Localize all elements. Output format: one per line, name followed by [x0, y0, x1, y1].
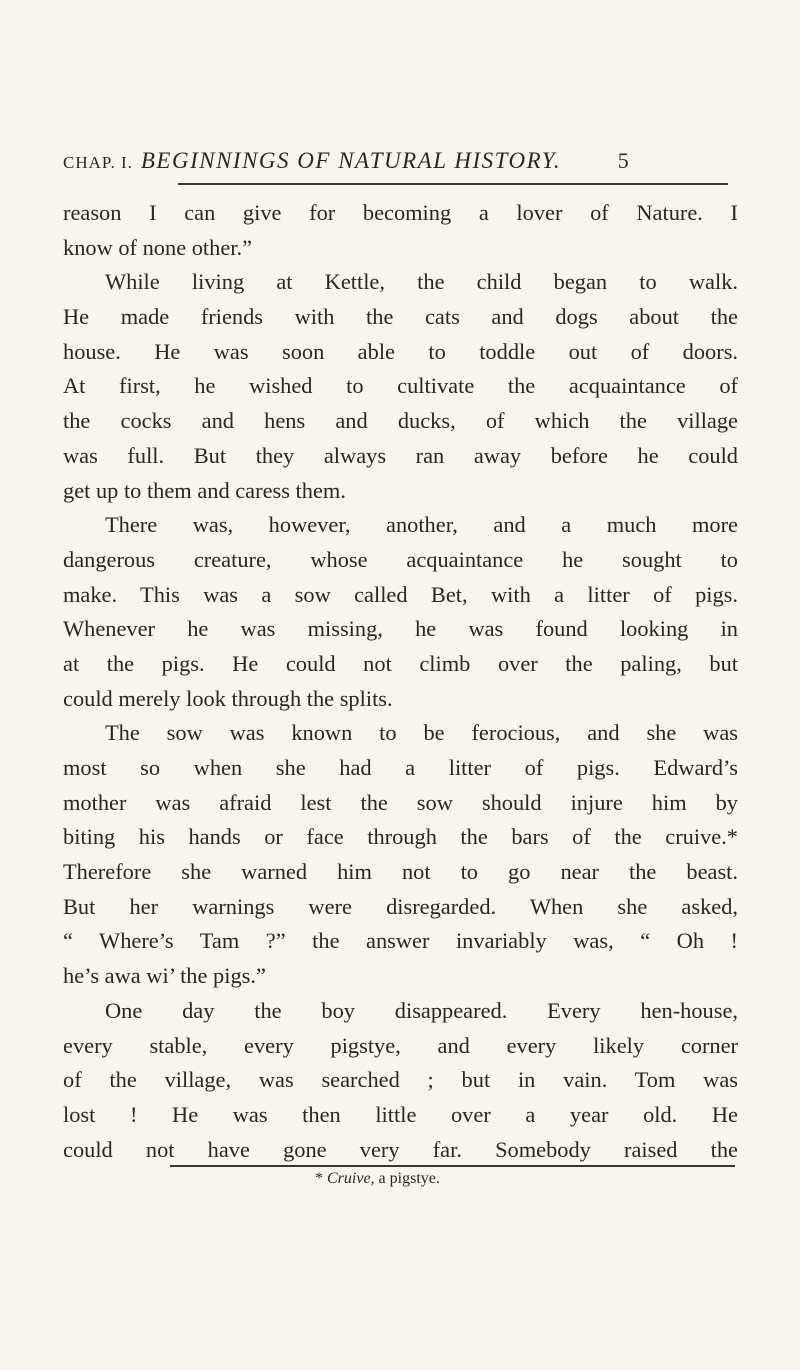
text-line: dangerous creature, whose acquaintance he sought to: [63, 546, 738, 572]
text-line: he’s awa wi’ the pigs.”: [63, 963, 266, 989]
footnote-definition: a pigstye.: [378, 1170, 440, 1187]
text-line: Whenever he was missing, he was found looking in: [63, 616, 738, 642]
text-line: The sow was known to be ferocious, and she was: [105, 720, 738, 746]
header-rule: [178, 183, 728, 185]
chapter-label: CHAP. I.: [63, 153, 133, 172]
text-line: know of none other.”: [63, 234, 253, 260]
text-line: every stable, every pigstye, and every likely corner: [63, 1032, 738, 1058]
body-text: [63, 196, 738, 1167]
text-line: One day the boy disappeared. Every hen-house,: [105, 997, 738, 1023]
text-line: mother was afraid lest the sow should injure him by: [63, 789, 738, 815]
text-line: At first, he wished to cultivate the acquaintance of: [63, 373, 738, 399]
text-line: But her warnings were disregarded. When she asked,: [63, 893, 738, 919]
text-line: Therefore she warned him not to go near the beast.: [63, 859, 738, 885]
text-line: biting his hands or face through the bars of the cruive.*: [63, 824, 738, 850]
footnote-marker: *: [315, 1170, 323, 1187]
text-line: the cocks and hens and ducks, of which the village: [63, 408, 738, 434]
text-line: was full. But they always ran away before he could: [63, 442, 738, 468]
text-line: While living at Kettle, the child began to walk.: [105, 269, 738, 295]
text-line: could merely look through the splits.: [63, 685, 393, 711]
text-line: could not have gone very far. Somebody raised the: [63, 1136, 738, 1162]
text-line: house. He was soon able to toddle out of doors.: [63, 338, 738, 364]
text-line: lost ! He was then little over a year old. He: [63, 1101, 738, 1127]
text-line: reason I can give for becoming a lover of Nature. I: [63, 200, 738, 225]
footnote-term: Cruive,: [327, 1170, 375, 1187]
text-line: make. This was a sow called Bet, with a litter of pigs.: [63, 581, 738, 607]
text-line: “ Where’s Tam ?” the answer invariably was, “ Oh !: [63, 928, 738, 954]
running-head: [63, 148, 629, 178]
text-line: get up to them and caress them.: [63, 477, 346, 503]
text-line: of the village, was searched ; but in vain. Tom was: [63, 1067, 738, 1093]
text-line: There was, however, another, and a much more: [105, 512, 738, 538]
running-head-left: [63, 148, 561, 174]
text-line: at the pigs. He could not climb over the paling, but: [63, 650, 738, 676]
chapter-title: BEGINNINGS OF NATURAL HISTORY.: [140, 148, 562, 173]
text-line: He made friends with the cats and dogs about the: [63, 304, 738, 330]
page-number: 5: [617, 148, 629, 173]
text-line: most so when she had a litter of pigs. Edward’s: [63, 755, 738, 780]
footnote-rule: [170, 1165, 735, 1167]
footnote: [315, 1170, 440, 1188]
